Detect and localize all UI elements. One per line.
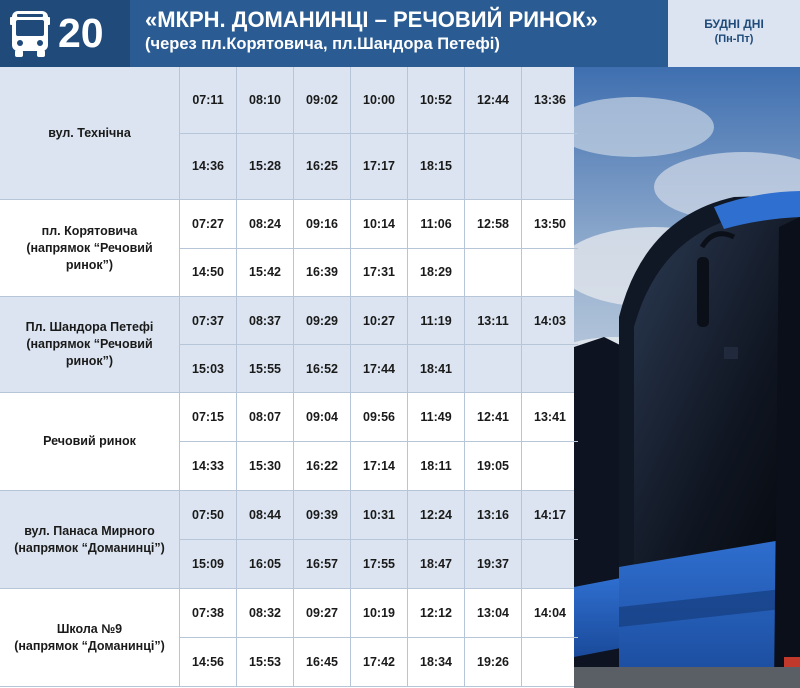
stop-name [0, 297, 180, 392]
route-badge [0, 0, 130, 67]
time-cell: 07:38 [180, 589, 237, 637]
times-grid [180, 200, 578, 296]
time-cell: 13:50 [534, 216, 566, 231]
times-grid [180, 297, 578, 392]
time-cell: 07:15 [180, 393, 237, 441]
stop-name-line: вул. Панаса Мирного [24, 523, 155, 538]
time-cell: 14:56 [180, 638, 237, 686]
time-cell: 17:42 [351, 638, 408, 686]
time-row [180, 297, 578, 344]
route-title: «МКРН. ДОМАНИНЦІ – РЕЧОВИЙ РИНОК» [145, 7, 598, 32]
times-grid [180, 393, 578, 490]
time-cell: 14:03 [534, 313, 566, 328]
time-row [180, 637, 578, 686]
stop-name-line: Школа №9 [56, 621, 123, 636]
stop-name [0, 491, 180, 588]
time-cell [522, 638, 578, 686]
time-cell: 09:29 [294, 297, 351, 344]
time-cell: 12:41 [465, 393, 522, 441]
time-cell: 09:27 [294, 589, 351, 637]
time-row [180, 248, 578, 297]
header [0, 0, 800, 67]
stop-name-line: (напрямок “Доманинці”) [14, 638, 165, 653]
bus-photo [574, 67, 800, 688]
time-row [180, 441, 578, 490]
time-cell: 14:36 [180, 134, 237, 200]
times-grid [180, 589, 578, 686]
time-cell: 08:32 [237, 589, 294, 637]
stop-name [0, 393, 180, 490]
time-cell: 08:44 [237, 491, 294, 539]
time-cell: 08:24 [237, 200, 294, 248]
time-cell: 15:30 [237, 442, 294, 490]
time-cell: 17:31 [351, 249, 408, 297]
time-row [180, 539, 578, 588]
time-row [180, 133, 578, 200]
time-row [180, 589, 578, 637]
time-cell: 10:00 [351, 67, 408, 133]
stop-name-line: (напрямок “Речовий [26, 240, 153, 255]
time-cell: 12:12 [408, 589, 465, 637]
time-cell: 15:53 [237, 638, 294, 686]
time-cell: 11:06 [408, 200, 465, 248]
time-cell: 09:16 [294, 200, 351, 248]
time-cell: 13:36 [534, 92, 566, 107]
time-cell [522, 345, 578, 392]
time-cell: 16:39 [294, 249, 351, 297]
time-cell: 08:07 [237, 393, 294, 441]
time-cell: 14:17 [534, 508, 566, 522]
stop-group [0, 393, 574, 491]
time-cell: 10:31 [351, 491, 408, 539]
time-cell: 15:42 [237, 249, 294, 297]
time-cell: 09:56 [351, 393, 408, 441]
time-cell: 10:19 [351, 589, 408, 637]
time-cell: 15:55 [237, 345, 294, 392]
stop-name-line: ринок”) [65, 354, 114, 368]
route-via: (через пл.Корятовича, пл.Шандора Петефі) [145, 35, 500, 53]
time-cell: 07:11 [180, 67, 237, 133]
stop-name-line: (напрямок “Речовий [26, 337, 153, 351]
time-cell: 18:34 [408, 638, 465, 686]
time-cell: 11:49 [408, 393, 465, 441]
time-cell: 16:05 [237, 540, 294, 588]
schedule-table [0, 67, 574, 687]
stop-group [0, 297, 574, 393]
time-cell [522, 540, 578, 588]
stop-name-line: пл. Корятовича [41, 223, 138, 238]
time-cell: 13:11 [465, 297, 522, 344]
stop-group [0, 491, 574, 589]
days-badge [668, 0, 800, 67]
time-cell: 16:57 [294, 540, 351, 588]
time-cell [522, 442, 578, 490]
stop-name [0, 200, 180, 296]
stop-group [0, 200, 574, 297]
stop-name-line: вул. Технічна [48, 125, 131, 140]
time-cell: 18:29 [408, 249, 465, 297]
stop-name [0, 589, 180, 686]
time-cell [465, 249, 522, 297]
time-cell: 16:25 [294, 134, 351, 200]
time-cell: 07:50 [180, 491, 237, 539]
time-cell: 15:09 [180, 540, 237, 588]
time-cell: 16:22 [294, 442, 351, 490]
stop-name-line: Пл. Шандора Петефі [25, 320, 154, 334]
times-grid [180, 67, 578, 199]
time-cell [465, 345, 522, 392]
time-cell: 09:39 [294, 491, 351, 539]
time-cell: 17:44 [351, 345, 408, 392]
time-cell: 16:45 [294, 638, 351, 686]
time-cell: 12:44 [465, 67, 522, 133]
stop-group [0, 589, 574, 687]
bus-icon [9, 9, 51, 59]
time-cell: 19:05 [465, 442, 522, 490]
time-cell: 13:16 [465, 491, 522, 539]
days-subtitle: (Пн-Пт) [714, 33, 754, 45]
days-title: БУДНІ ДНІ [704, 17, 764, 31]
time-row [180, 344, 578, 392]
time-cell: 19:26 [465, 638, 522, 686]
time-cell: 08:37 [237, 297, 294, 344]
time-cell: 17:14 [351, 442, 408, 490]
time-cell: 11:19 [408, 297, 465, 344]
time-cell: 10:27 [351, 297, 408, 344]
time-cell: 18:11 [408, 442, 465, 490]
time-cell: 14:50 [180, 249, 237, 297]
stop-group [0, 67, 574, 200]
stop-name-line: ринок”) [65, 257, 114, 272]
time-cell: 18:47 [408, 540, 465, 588]
time-cell: 13:04 [465, 589, 522, 637]
time-cell: 18:41 [408, 345, 465, 392]
time-cell: 10:14 [351, 200, 408, 248]
stop-name-line: (напрямок “Доманинці”) [14, 540, 165, 555]
time-cell: 17:17 [351, 134, 408, 200]
time-cell: 15:03 [180, 345, 237, 392]
time-cell: 14:04 [534, 606, 566, 620]
time-cell: 19:37 [465, 540, 522, 588]
time-cell: 13:41 [534, 410, 566, 424]
stop-name [0, 67, 180, 199]
time-row [180, 491, 578, 539]
route-number: 20 [58, 10, 104, 56]
time-cell [522, 249, 578, 297]
time-cell: 08:10 [237, 67, 294, 133]
time-row [180, 200, 578, 248]
time-row [180, 67, 578, 133]
time-cell: 14:33 [180, 442, 237, 490]
stop-name-line: Речовий ринок [43, 434, 136, 448]
time-cell [465, 134, 522, 200]
time-cell [522, 134, 578, 200]
time-cell: 15:28 [237, 134, 294, 200]
time-cell: 09:04 [294, 393, 351, 441]
time-cell: 09:02 [294, 67, 351, 133]
time-cell: 07:37 [180, 297, 237, 344]
route-title-block [145, 6, 665, 55]
time-cell: 12:58 [465, 200, 522, 248]
time-cell: 10:52 [408, 67, 465, 133]
times-grid [180, 491, 578, 588]
time-row [180, 393, 578, 441]
time-cell: 18:15 [408, 134, 465, 200]
time-cell: 16:52 [294, 345, 351, 392]
time-cell: 12:24 [408, 491, 465, 539]
time-cell: 17:55 [351, 540, 408, 588]
time-cell: 07:27 [180, 200, 237, 248]
